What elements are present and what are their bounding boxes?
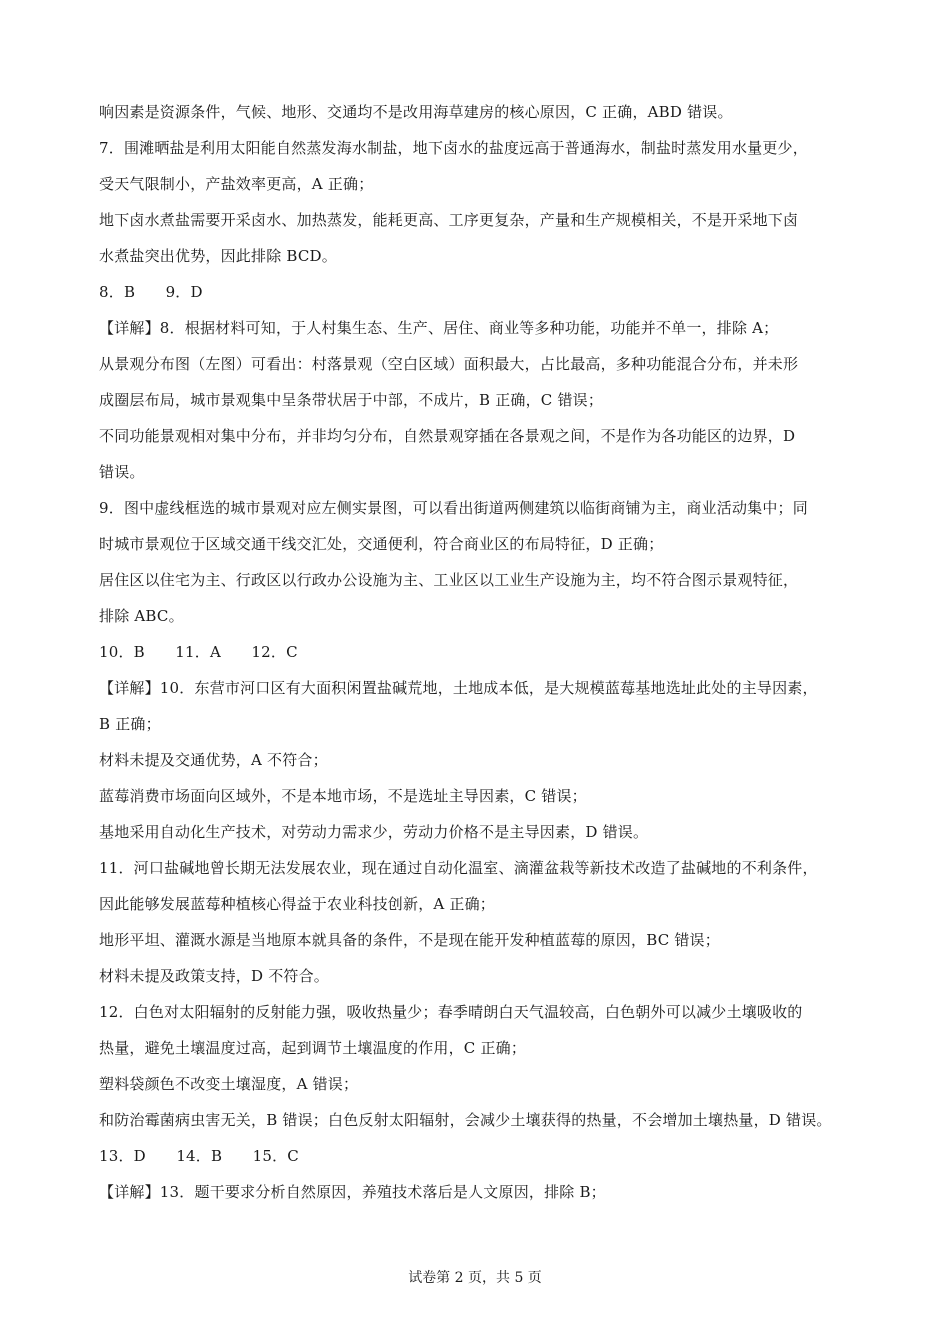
text-line: 受天气限制小，产盐效率更高，A 正确； [99,175,374,193]
text-line: 水煮盐突出优势，因此排除 BCD。 [99,247,337,265]
text-line: 错误。 [99,463,145,481]
answer-explanation-body [99,94,869,1210]
text-line: 材料未提及政策支持，D 不符合。 [99,967,329,985]
text-line: 地形平坦、灌溉水源是当地原本就具备的条件，不是现在能开发种植蓝莓的原因，BC 错误； [99,931,720,949]
text-line: 从景观分布图（左图）可看出：村落景观（空白区域）面积最大，占比最高，多种功能混合分布，并未形 [99,355,799,373]
answer-key-line: 10．B 11．A 12．C [99,643,298,661]
page-footer: 试卷第 2 页，共 5 页 [408,1270,542,1286]
text-line: 【详解】13．题干要求分析自然原因，养殖技术落后是人文原因，排除 B； [99,1183,606,1201]
text-line: 响因素是资源条件，气候、地形、交通均不是改用海草建房的核心原因，C 正确，ABD 错误。 [99,103,733,121]
text-line: 排除 ABC。 [99,607,184,625]
text-line: 不同功能景观相对集中分布，并非均匀分布，自然景观穿插在各景观之间，不是作为各功能区的边界，D [99,427,796,445]
text-line: 【详解】8．根据材料可知，于人村集生态、生产、居住、商业等多种功能，功能并不单一，排除 A； [99,319,779,337]
text-line: 9．图中虚线框选的城市景观对应左侧实景图，可以看出街道两侧建筑以临街商铺为主，商业活动集中；同 [99,499,808,517]
text-line: 和防治霉菌病虫害无关，B 错误；白色反射太阳辐射，会减少土壤获得的热量，不会增加土壤热量，D 错误。 [99,1111,832,1129]
answer-key-line: 13．D 14．B 15．C [99,1147,299,1165]
text-line: 时城市景观位于区域交通干线交汇处，交通便利，符合商业区的布局特征，D 正确； [99,535,664,553]
text-line: 【详解】10．东营市河口区有大面积闲置盐碱荒地，土地成本低，是大规模蓝莓基地选址此处的主导因素， [99,679,818,697]
text-line: 地下卤水煮盐需要开采卤水、加热蒸发，能耗更高、工序更复杂，产量和生产规模相关，不是开采地下卤 [99,211,799,229]
text-line: 材料未提及交通优势，A 不符合； [99,751,328,769]
text-line: 12．白色对太阳辐射的反射能力强，吸收热量少；春季晴朗白天气温较高，白色朝外可以减少土壤吸收的 [99,1003,803,1021]
text-line: B 正确； [99,715,161,733]
text-line: 因此能够发展蓝莓种植核心得益于农业科技创新，A 正确； [99,895,496,913]
answer-key-line: 8．B 9．D [99,283,203,301]
text-line: 7．围滩晒盐是利用太阳能自然蒸发海水制盐，地下卤水的盐度远高于普通海水，制盐时蒸发用水量更少， [99,139,808,157]
text-line: 成圈层布局，城市景观集中呈条带状居于中部，不成片，B 正确，C 错误； [99,391,604,409]
text-line: 11．河口盐碱地曾长期无法发展农业，现在通过自动化温室、滴灌盆栽等新技术改造了盐碱地的不利条件， [99,859,818,877]
text-line: 塑料袋颜色不改变土壤湿度，A 错误； [99,1075,359,1093]
text-line: 热量，避免土壤温度过高，起到调节土壤温度的作用，C 正确； [99,1039,527,1057]
text-line: 基地采用自动化生产技术，对劳动力需求少，劳动力价格不是主导因素，D 错误。 [99,823,649,841]
text-line: 蓝莓消费市场面向区域外，不是本地市场，不是选址主导因素，C 错误； [99,787,587,805]
text-line: 居住区以住宅为主、行政区以行政办公设施为主、工业区以工业生产设施为主，均不符合图示景观特征， [99,571,799,589]
